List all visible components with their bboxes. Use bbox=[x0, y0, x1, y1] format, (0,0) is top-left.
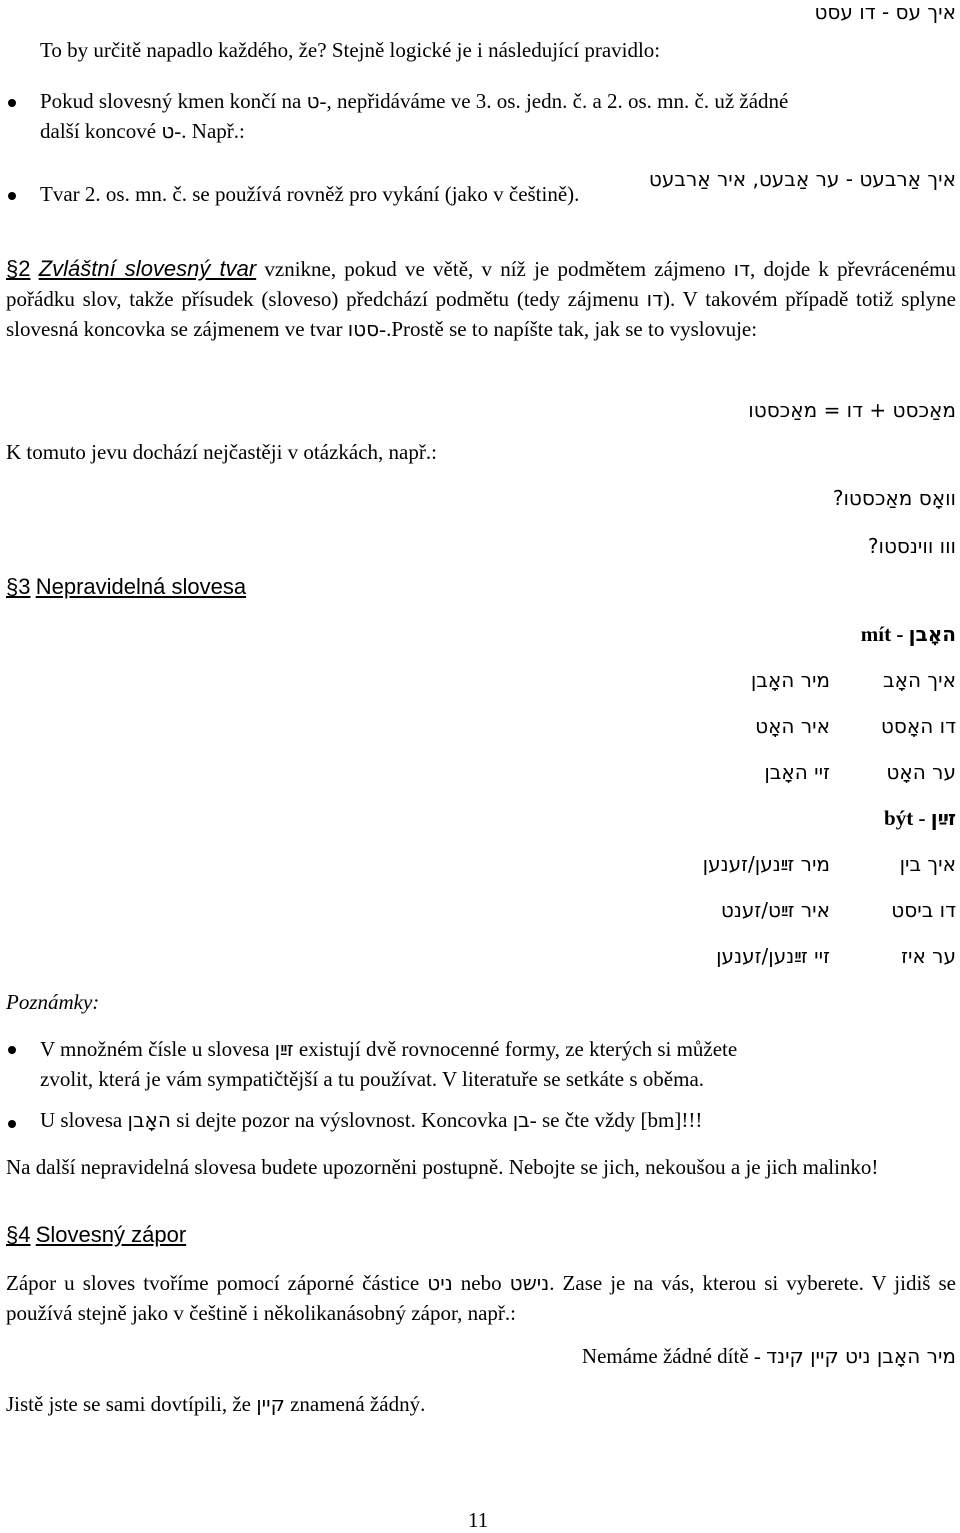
example-es-du-est: איך עס - דו עסט bbox=[814, 0, 956, 24]
intro-line: To by určitě napadlo každého, že? Stejně logické je i následující pravidlo: bbox=[40, 38, 661, 62]
conj-cell: איר האָט bbox=[755, 714, 830, 738]
body-text: existují dvě rovnocenné formy, ze kterých si můžete bbox=[293, 1037, 738, 1061]
questions-intro: K tomuto jevu dochází nejčastěji v otázkách, např.: bbox=[6, 440, 437, 464]
conj-cell: זיי האָבן bbox=[764, 760, 830, 784]
conj-cell: ער האָט bbox=[886, 760, 956, 784]
example-formula: מאַכסט + דו = מאַכסטו bbox=[748, 398, 956, 422]
note-zayn-forms bbox=[40, 1034, 956, 1094]
verb-zayn-title: být - זײַן bbox=[884, 806, 956, 830]
notes-label: Poznámky: bbox=[6, 990, 100, 1014]
body-text: znamená žádný. bbox=[284, 1392, 426, 1416]
conj-cell: ער איז bbox=[901, 944, 956, 968]
section-title: Slovesný zápor bbox=[35, 1222, 187, 1247]
body-text: V množném čísle u slovesa bbox=[40, 1037, 275, 1061]
irregular-note: Na další nepravidelná slovesa budete upozorněni postupně. Nebojte se jich, nekoušou a je jich malinko! bbox=[6, 1155, 879, 1179]
bullet-tet-ending bbox=[40, 86, 956, 146]
hebrew-word: האָבן bbox=[127, 1108, 171, 1132]
example-arbet: איך אַרבעט - ער אַבעט, איר אַרבעט bbox=[648, 167, 956, 191]
verb-czech: mít bbox=[860, 622, 892, 646]
bullet-text: Pokud slovesný kmen končí na bbox=[40, 89, 307, 113]
body-text: vznikne, pokud ve větě, v níž je podmětem zájmeno bbox=[256, 257, 734, 281]
hebrew-letter: ט bbox=[306, 89, 320, 113]
verb-haben-title: mít - האָבן bbox=[860, 622, 956, 646]
conj-cell: איר זײַט/זענט bbox=[720, 898, 830, 922]
section-title: Zvláštní slovesný tvar bbox=[38, 256, 257, 281]
section-marker: §4 bbox=[6, 1222, 31, 1247]
section-title: Nepravidelná slovesa bbox=[35, 574, 247, 599]
body-text: - se čte vždy [bm]!!! bbox=[529, 1108, 703, 1132]
note-haben-pronunciation bbox=[40, 1108, 702, 1133]
bullet-dot bbox=[8, 192, 16, 200]
hebrew-word: דו bbox=[646, 287, 664, 311]
hebrew-word: נישט bbox=[509, 1271, 550, 1295]
bullet-dot bbox=[8, 99, 16, 107]
body-text: si dejte pozor na výslovnost. Koncovka bbox=[170, 1108, 513, 1132]
bullet-dot bbox=[8, 1046, 16, 1054]
conj-cell: דו האָסט bbox=[880, 714, 956, 738]
example-question-2: ווו ווינסטו? bbox=[867, 534, 956, 558]
bullet-vykani: Tvar 2. os. mn. č. se používá rovněž pro vykání (jako v češtině). bbox=[40, 182, 580, 206]
example-question-1: וואָס מאַכסטו? bbox=[832, 486, 956, 510]
conj-cell: דו ביסט bbox=[891, 898, 956, 922]
verb-czech: být bbox=[884, 806, 914, 830]
conj-cell: איך בין bbox=[899, 852, 956, 876]
body-text: ). V takovém případě totiž splyne slovesná koncovka se zájmenem ve tvar bbox=[6, 287, 956, 341]
conj-cell: מיר זײַנען/זענען bbox=[702, 852, 830, 876]
conj-cell: איך האָב bbox=[883, 668, 956, 692]
section-4-heading bbox=[6, 1222, 186, 1248]
section-marker: §3 bbox=[6, 574, 31, 599]
body-text: nebo bbox=[452, 1271, 510, 1295]
body-text: Jistě jste se sami dovtípili, že bbox=[6, 1392, 257, 1416]
bullet-text: -. Např.: bbox=[174, 119, 245, 143]
hebrew-word: זײַן bbox=[274, 1037, 294, 1061]
bullet-text: další koncové bbox=[40, 119, 162, 143]
section-4-paragraph bbox=[6, 1268, 956, 1328]
section-2-paragraph bbox=[6, 254, 956, 344]
body-text: , dojde k převrácenému pořádku slov, takže přísudek (sloveso) předchází podmětu (tedy zájmenu bbox=[6, 257, 956, 311]
section-3-heading bbox=[6, 574, 246, 600]
hebrew-word: קיין bbox=[256, 1392, 285, 1416]
example-yiddish: מיר האָבן ניט קיין קינד bbox=[766, 1344, 956, 1368]
bullet-dot bbox=[8, 1120, 16, 1128]
body-text: Zápor u sloves tvoříme pomocí záporné částice bbox=[6, 1271, 428, 1295]
hebrew-letter: ט bbox=[161, 119, 175, 143]
section-marker: §2 bbox=[6, 256, 31, 281]
conj-cell: זיי זײַנען/זענען bbox=[716, 944, 830, 968]
example-czech: Nemáme žádné dítě bbox=[581, 1344, 749, 1368]
body-text: -.Prostě se to napíšte tak, jak se to vyslovuje: bbox=[379, 317, 758, 341]
hebrew-word: דו bbox=[733, 257, 751, 281]
bullet-text: -, nepřidáváme ve 3. os. jedn. č. a 2. os. mn. č. už žádné bbox=[319, 89, 789, 113]
negation-example: Nemáme žádné dítě - מיר האָבן ניט קיין קינד bbox=[581, 1344, 956, 1368]
page-number: 11 bbox=[468, 1508, 489, 1532]
hebrew-word: בן bbox=[512, 1108, 530, 1132]
hebrew-word: סטו bbox=[347, 317, 380, 341]
conj-cell: מיר האָבן bbox=[750, 668, 830, 692]
body-text: U slovesa bbox=[40, 1108, 128, 1132]
body-text: zvolit, která je vám sympatičtější a tu používat. V literatuře se setkáte s oběma. bbox=[40, 1067, 705, 1091]
final-note bbox=[6, 1392, 425, 1417]
verb-yiddish: זײַן bbox=[930, 806, 956, 830]
hebrew-word: ניט bbox=[427, 1271, 453, 1295]
verb-yiddish: האָבן bbox=[908, 622, 956, 646]
body-text: . Zase je na vás, kterou si vyberete. V jidiš se používá stejně jako v češtině i několikanásobný zápor, např.: bbox=[6, 1271, 957, 1325]
